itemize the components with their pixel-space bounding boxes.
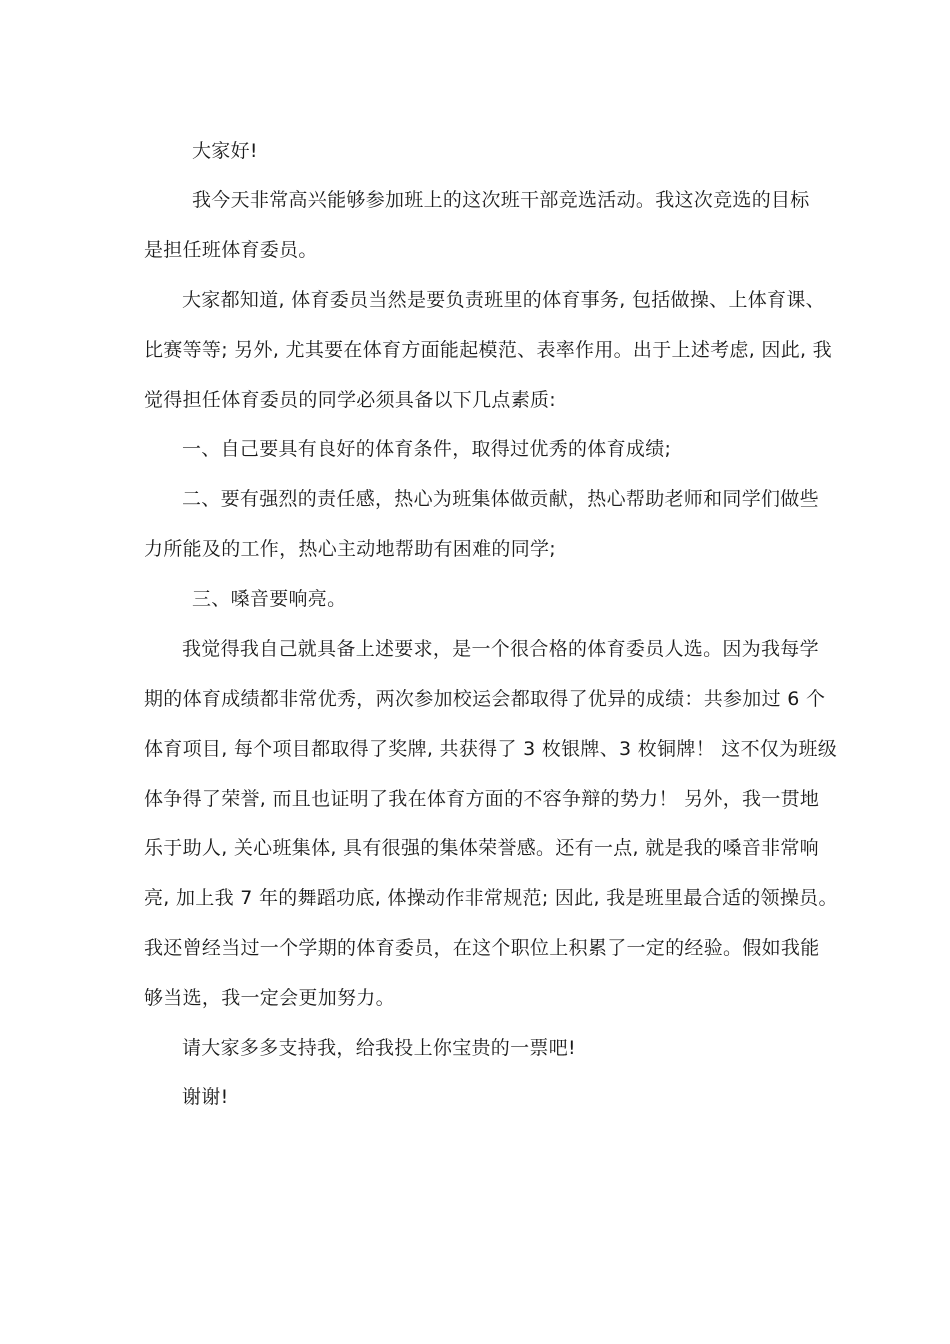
list-item-1: 一、自己要具有良好的体育条件，取得过优秀的体育成绩;	[182, 438, 672, 460]
paragraph-qualifications-line-1: 我觉得我自己就具备上述要求，是一个很合格的体育委员人选。因为我每学	[182, 638, 819, 660]
list-item-2-line-2: 力所能及的工作，热心主动地帮助有困难的同学;	[144, 538, 557, 560]
paragraph-qualifications-line-8: 够当选，我一定会更加努力。	[144, 987, 395, 1009]
paragraph-qualifications-line-6: 亮, 加上我 7 年的舞蹈功底, 体操动作非常规范; 因此, 我是班里最合适的领操员。	[144, 887, 838, 909]
paragraph-duties-line-3: 觉得担任体育委员的同学必须具备以下几点素质:	[144, 389, 557, 411]
closing-thanks: 谢谢!	[182, 1086, 229, 1108]
paragraph-intro-line-1: 我今天非常高兴能够参加班上的这次班干部竞选活动。我这次竞选的目标	[192, 189, 810, 211]
paragraph-qualifications-line-3: 体育项目, 每个项目都取得了奖牌, 共获得了 3 枚银牌、3 枚铜牌！ 这不仅为班级	[144, 738, 838, 760]
greeting: 大家好!	[192, 140, 258, 162]
paragraph-qualifications-line-2: 期的体育成绩都非常优秀，两次参加校运会都取得了优异的成绩：共参加过 6 个	[144, 688, 826, 710]
paragraph-qualifications-line-4: 体争得了荣誉, 而且也证明了我在体育方面的不容争辩的势力！ 另外，我一贯地	[144, 788, 820, 810]
list-item-2-line-1: 二、要有强烈的责任感，热心为班集体做贡献，热心帮助老师和同学们做些	[182, 488, 819, 510]
paragraph-intro-line-2: 是担任班体育委员。	[144, 239, 318, 261]
paragraph-qualifications-line-7: 我还曾经当过一个学期的体育委员，在这个职位上积累了一定的经验。假如我能	[144, 937, 820, 959]
paragraph-request: 请大家多多支持我，给我投上你宝贵的一票吧!	[182, 1037, 576, 1059]
paragraph-qualifications-line-5: 乐于助人, 关心班集体, 具有很强的集体荣誉感。还有一点, 就是我的嗓音非常响	[144, 837, 819, 859]
paragraph-duties-line-1: 大家都知道, 体育委员当然是要负责班里的体育事务, 包括做操、上体育课、	[182, 289, 825, 311]
paragraph-duties-line-2: 比赛等等; 另外, 尤其要在体育方面能起模范、表率作用。出于上述考虑, 因此, 我	[144, 339, 832, 361]
list-item-3: 三、嗓音要响亮。	[192, 588, 347, 610]
